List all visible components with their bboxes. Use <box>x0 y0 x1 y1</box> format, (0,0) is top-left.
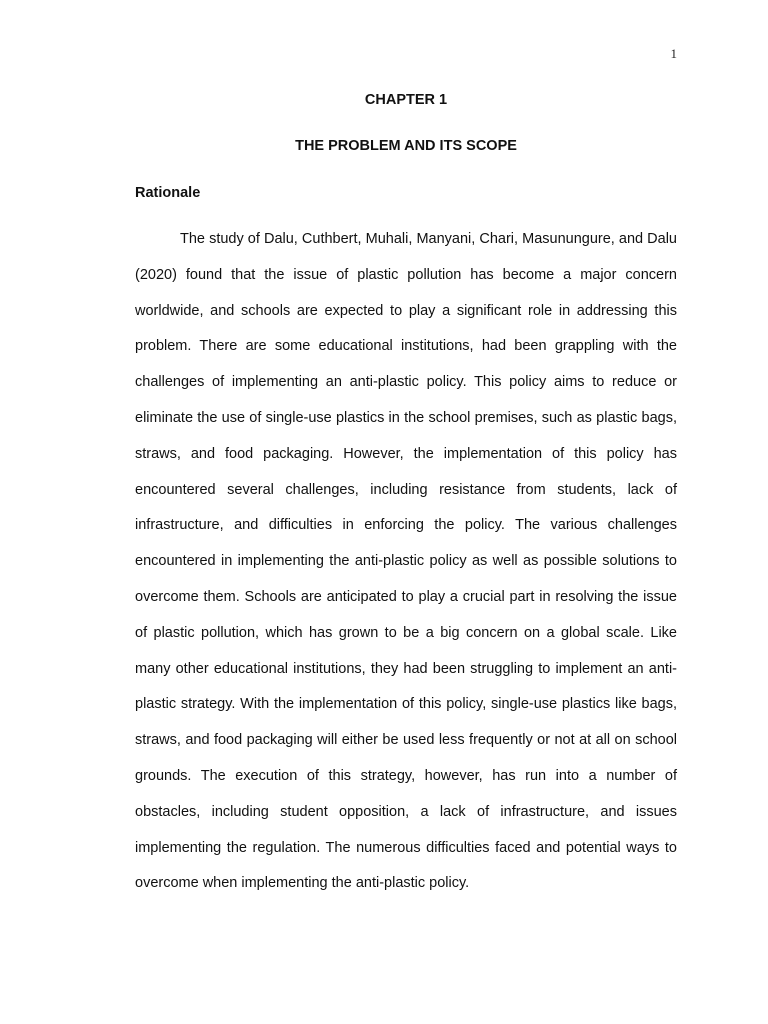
section-heading: Rationale <box>135 185 201 201</box>
rationale-paragraph: The study of Dalu, Cuthbert, Muhali, Manyani, Chari, Masunungure, and Dalu (2020) found that the issue of plastic pollution has become a major concern worldwide, and schools are expected to play a significant role in addressing this problem. There are some educational institutions, had been grappling with the challenges of implementing an anti-plastic policy. This policy aims to reduce or eliminate the use of single-use plastics in the school premises, such as plastic bags, straws, and food packaging. However, the implementation of this policy has encountered several challenges, including resistance from students, lack of infrastructure, and difficulties in enforcing the policy. The various challenges encountered in implementing the anti-plastic policy as well as possible solutions to overcome them. Schools are anticipated to play a crucial part in resolving the issue of plastic pollution, which has grown to be a big concern on a global scale. Like many other educational institutions, they had been struggling to implement an anti-plastic strategy. With the implementation of this policy, single-use plastics like bags, straws, and food packaging will either be used less frequently or not at all on school grounds. The execution of this strategy, however, has run into a number of obstacles, including student opposition, a lack of infrastructure, and issues implementing the regulation. The numerous difficulties faced and potential ways to overcome when implementing the anti-plastic policy. <box>135 231 677 892</box>
page-number: 1 <box>670 46 677 61</box>
chapter-heading: CHAPTER 1 <box>364 92 448 108</box>
chapter-title: THE PROBLEM AND ITS SCOPE <box>295 138 517 154</box>
